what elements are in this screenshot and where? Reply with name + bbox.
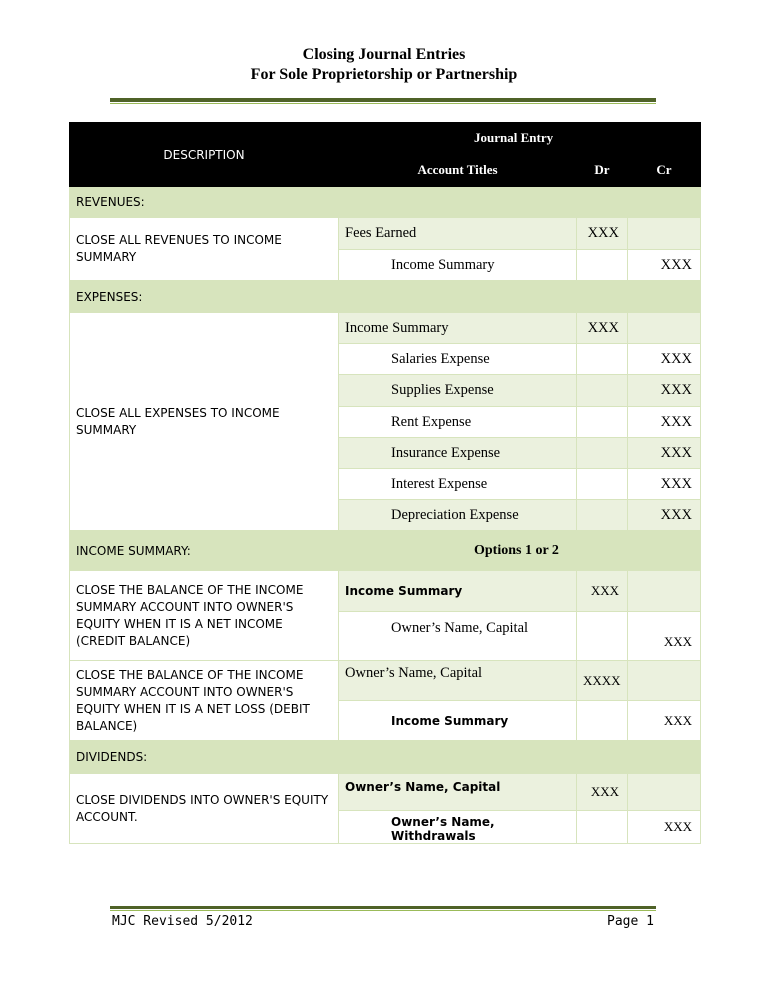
footer-rule-thin bbox=[110, 910, 656, 911]
footer-revision: MJC Revised 5/2012 bbox=[112, 914, 253, 929]
expenses-description: CLOSE ALL EXPENSES TO INCOME SUMMARY bbox=[70, 313, 339, 531]
net-income-description: CLOSE THE BALANCE OF THE INCOME SUMMARY ACCOUNT INTO OWNER'S EQUITY WHEN IT IS A NET INCOME (CREDIT BALANCE) bbox=[70, 571, 339, 661]
dr-cell: XXXX bbox=[577, 661, 628, 701]
cr-cell bbox=[628, 661, 701, 701]
header-rule-thin bbox=[110, 103, 656, 104]
dr-cell bbox=[577, 811, 628, 844]
account-cell: Depreciation Expense bbox=[339, 500, 577, 531]
journal-entry-header: Journal Entry bbox=[339, 123, 701, 153]
cr-cell bbox=[628, 218, 701, 250]
section-expenses: EXPENSES: bbox=[70, 281, 701, 313]
cr-header: Cr bbox=[628, 153, 701, 187]
account-cell: Owner’s Name, Withdrawals bbox=[339, 811, 577, 844]
cr-cell bbox=[628, 313, 701, 344]
footer-page-number: Page 1 bbox=[607, 914, 654, 929]
dr-cell bbox=[577, 407, 628, 438]
dr-cell: XXX bbox=[577, 313, 628, 344]
cr-cell: XXX bbox=[628, 375, 701, 407]
dr-cell: XXX bbox=[577, 774, 628, 811]
dr-cell: XXX bbox=[577, 571, 628, 612]
account-cell: Supplies Expense bbox=[339, 375, 577, 407]
dividends-description: CLOSE DIVIDENDS INTO OWNER'S EQUITY ACCOUNT. bbox=[70, 774, 339, 844]
cr-cell bbox=[628, 774, 701, 811]
account-cell: Interest Expense bbox=[339, 469, 577, 500]
cr-cell: XXX bbox=[628, 701, 701, 741]
cr-cell: XXX bbox=[628, 344, 701, 375]
cr-cell: XXX bbox=[628, 612, 701, 661]
dr-header: Dr bbox=[577, 153, 628, 187]
cr-cell: XXX bbox=[628, 811, 701, 844]
cr-cell: XXX bbox=[628, 438, 701, 469]
account-cell: Salaries Expense bbox=[339, 344, 577, 375]
dr-cell bbox=[577, 500, 628, 531]
account-cell: Income Summary bbox=[339, 571, 577, 612]
account-cell: Owner’s Name, Capital bbox=[339, 612, 577, 661]
account-cell: Insurance Expense bbox=[339, 438, 577, 469]
section-dividends: DIVIDENDS: bbox=[70, 741, 701, 774]
cr-cell: XXX bbox=[628, 250, 701, 281]
document-subtitle: For Sole Proprietorship or Partnership bbox=[250, 66, 518, 83]
dr-cell bbox=[577, 612, 628, 661]
account-cell: Owner’s Name, Capital bbox=[339, 661, 577, 701]
dr-cell bbox=[577, 438, 628, 469]
options-label: Options 1 or 2 bbox=[339, 531, 701, 571]
section-income-summary: INCOME SUMMARY: bbox=[70, 531, 339, 571]
account-cell: Fees Earned bbox=[339, 218, 577, 250]
description-header: DESCRIPTION bbox=[70, 123, 339, 187]
account-cell: Owner’s Name, Capital bbox=[339, 774, 577, 811]
section-revenues: REVENUES: bbox=[70, 187, 701, 218]
header-rule-thick bbox=[110, 98, 656, 102]
dr-cell bbox=[577, 469, 628, 500]
cr-cell bbox=[628, 571, 701, 612]
dr-cell bbox=[577, 250, 628, 281]
account-titles-header: Account Titles bbox=[339, 153, 577, 187]
dr-cell bbox=[577, 701, 628, 741]
cr-cell: XXX bbox=[628, 407, 701, 438]
dr-cell bbox=[577, 375, 628, 407]
closing-entries-table bbox=[69, 122, 701, 844]
account-cell: Income Summary bbox=[339, 250, 577, 281]
cr-cell: XXX bbox=[628, 469, 701, 500]
document-title: Closing Journal Entries bbox=[302, 46, 466, 63]
dr-cell: XXX bbox=[577, 218, 628, 250]
cr-cell: XXX bbox=[628, 500, 701, 531]
net-loss-description: CLOSE THE BALANCE OF THE INCOME SUMMARY ACCOUNT INTO OWNER'S EQUITY WHEN IT IS A NET LOSS (DEBIT BALANCE) bbox=[70, 661, 339, 741]
revenues-description: CLOSE ALL REVENUES TO INCOME SUMMARY bbox=[70, 218, 339, 281]
dr-cell bbox=[577, 344, 628, 375]
account-cell: Income Summary bbox=[339, 701, 577, 741]
account-cell: Income Summary bbox=[339, 313, 577, 344]
account-cell: Rent Expense bbox=[339, 407, 577, 438]
footer-rule-thick bbox=[110, 906, 656, 909]
